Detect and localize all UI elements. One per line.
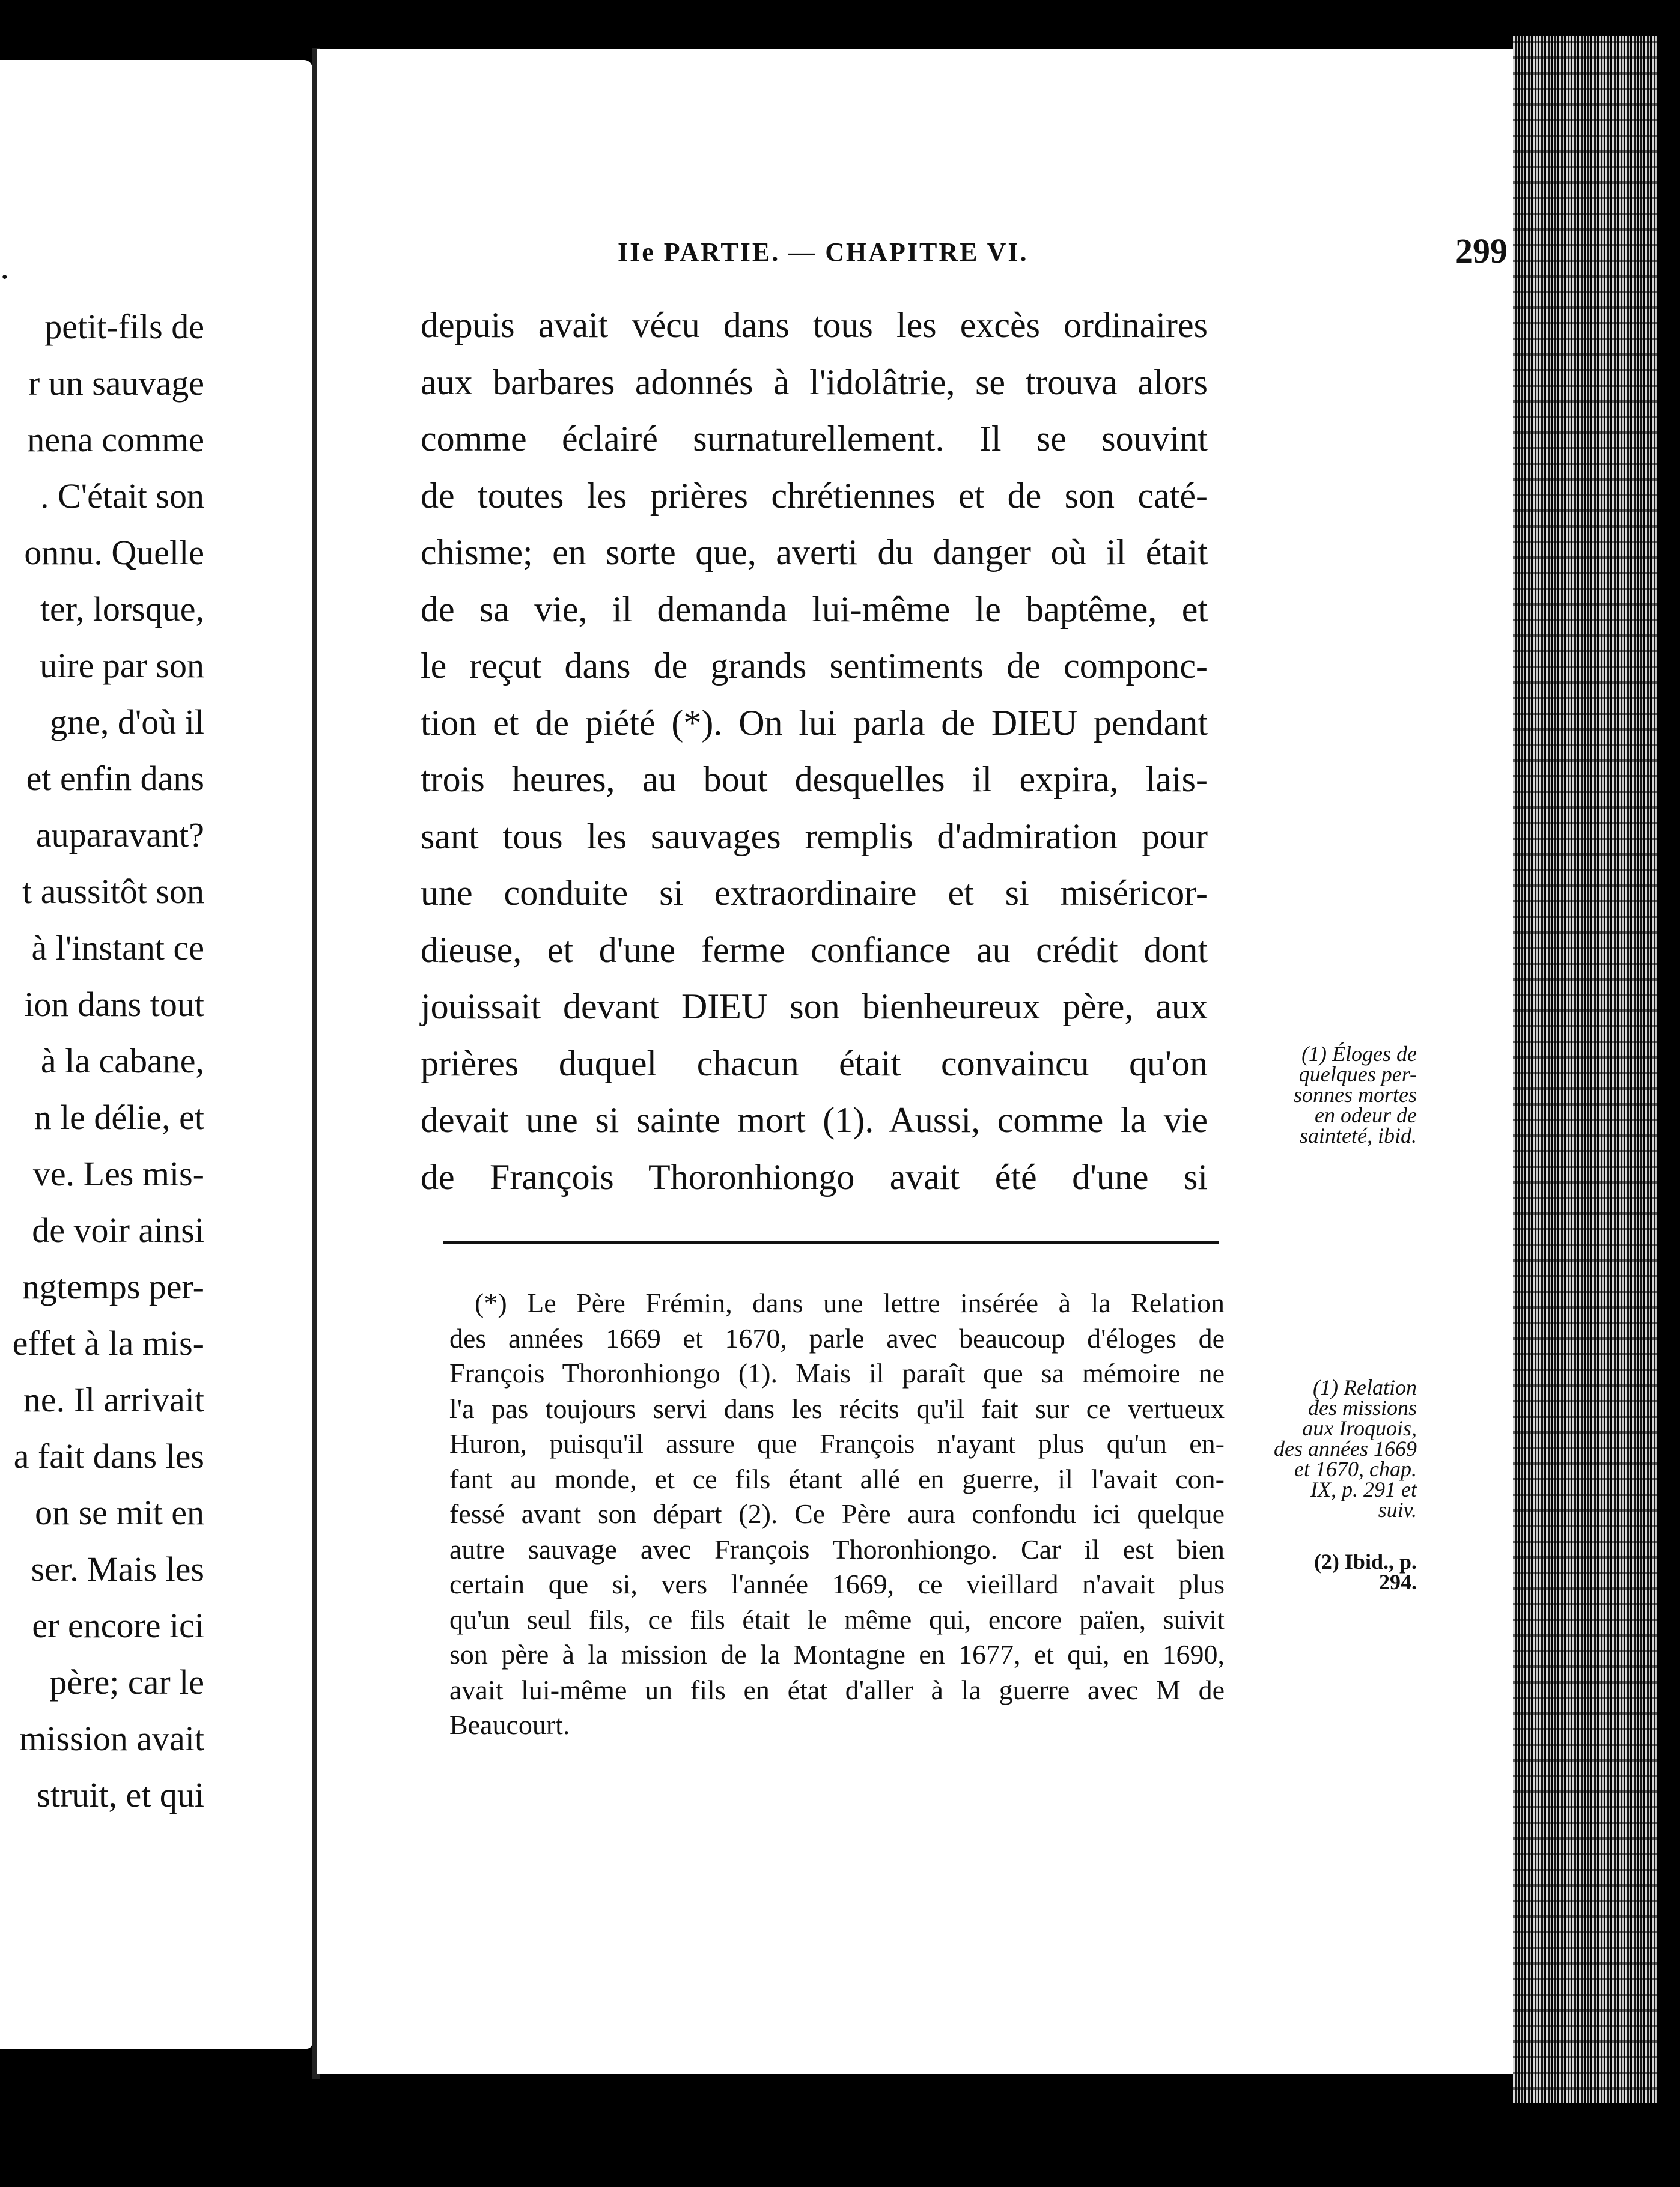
body-line: dieuse, et d'une ferme confiance au crédit dont — [421, 929, 1208, 970]
footnote-line: Beaucourt. — [449, 1709, 570, 1740]
margin-note-line: (1) Relation — [1313, 1375, 1417, 1399]
body-line: prières duquel chacun était convaincu qu'on — [421, 1043, 1208, 1083]
footnote-line: fant au monde, et ce fils étant allé en guerre, il l'avait con- — [449, 1463, 1225, 1494]
body-line: tion et de piété (*). On lui parla de DIEU pendant — [421, 702, 1208, 743]
chapter-heading: IIe PARTIE. — CHAPITRE VI. — [618, 237, 1029, 267]
left-page-line: à la cabane, — [40, 1041, 204, 1080]
right-page — [317, 49, 1513, 2074]
body-line: trois heures, au bout desquelles il expira, lais- — [421, 759, 1208, 799]
page-number: 299 — [1455, 231, 1508, 270]
footnote-line: des années 1669 et 1670, parle avec beaucoup d'éloges de — [449, 1322, 1225, 1354]
margin-note-line: (1) Éloges de — [1301, 1042, 1417, 1066]
left-page-line: on se mit en — [35, 1493, 204, 1532]
margin-note-line: 294. — [1379, 1570, 1417, 1594]
left-page-line: ve. Les mis- — [32, 1154, 204, 1193]
left-page-line: er encore ici — [32, 1606, 204, 1645]
left-page-line: et enfin dans — [26, 759, 204, 798]
left-page — [0, 60, 312, 2049]
margin-note-line: en odeur de — [1315, 1103, 1417, 1127]
body-line: aux barbares adonnés à l'idolâtrie, se trouva alors — [421, 362, 1208, 402]
left-page-line: t aussitôt son — [22, 872, 204, 911]
margin-note-line: suiv. — [1378, 1498, 1417, 1522]
footnote-line: autre sauvage avec François Thoronhiongo. Car il est bien — [449, 1533, 1225, 1565]
left-page-line: petit-fils de — [44, 307, 204, 346]
margin-note-line: sonnes mortes — [1294, 1083, 1417, 1107]
margin-note-relation — [1237, 1377, 1417, 1520]
footnote-line: fessé avant son départ (2). Ce Père aura confondu ici quelque — [449, 1498, 1225, 1529]
body-line: le reçut dans de grands sentiments de componc- — [421, 646, 1208, 686]
body-line: depuis avait vécu dans tous les excès ordinaires — [421, 305, 1208, 345]
left-page-line: . C'était son — [40, 476, 204, 516]
left-page-line: r un sauvage — [28, 363, 204, 403]
left-page-line: à l'instant ce — [31, 928, 204, 967]
margin-note-line: aux Iroquois, — [1302, 1416, 1417, 1440]
body-line: jouissait devant DIEU son bienheureux père, aux — [421, 987, 1208, 1026]
body-line: sant tous les sauvages remplis d'admiration pour — [421, 816, 1208, 856]
left-page-line: a fait dans les — [13, 1437, 204, 1476]
body-line: de toutes les prières chrétiennes et de son caté- — [421, 475, 1208, 516]
left-page-line: ter, lorsque, — [40, 589, 204, 628]
body-line: comme éclairé surnaturellement. Il se souvint — [421, 419, 1208, 458]
left-page-line: ion dans tout — [24, 985, 204, 1024]
left-page-line: gne, d'où il — [50, 702, 204, 741]
page-edges-shading — [1513, 36, 1657, 2103]
footnote-line: l'a pas toujours servi dans les récits qu'il fait sur ce vertueux — [449, 1393, 1225, 1424]
body-line: de sa vie, il demanda lui-même le baptême, et — [421, 589, 1208, 629]
margin-note-line: IX, p. 291 et — [1310, 1477, 1417, 1501]
margin-note-ibid — [1237, 1551, 1417, 1592]
margin-note-line: (2) Ibid., p. — [1313, 1550, 1417, 1574]
footnote-divider — [443, 1241, 1219, 1244]
margin-note-line: des missions — [1307, 1396, 1417, 1420]
margin-note-line: sainteté, ibid. — [1300, 1124, 1417, 1148]
body-line: devait une si sainte mort (1). Aussi, comme la vie — [421, 1100, 1208, 1140]
left-page-line: . — [0, 247, 9, 286]
left-page-line: ngtemps per- — [22, 1267, 204, 1306]
body-line: de François Thoronhiongo avait été d'une si — [421, 1157, 1208, 1197]
body-line: une conduite si extraordinaire et si miséricor- — [421, 873, 1208, 913]
footnote-line: (*) Le Père Frémin, dans une lettre insérée à la Relation — [475, 1288, 1225, 1318]
running-header — [618, 231, 1513, 285]
left-page-line: nena comme — [27, 420, 204, 459]
body-line: chisme; en sorte que, averti du danger où il était — [421, 532, 1208, 572]
left-page-line: onnu. Quelle — [24, 533, 204, 572]
left-page-line: uire par son — [40, 646, 204, 685]
margin-note-line: quelques per- — [1298, 1062, 1417, 1086]
left-page-line: effet à la mis- — [12, 1324, 204, 1363]
margin-note-line: et 1670, chap. — [1294, 1457, 1417, 1481]
left-page-line: ne. Il arrivait — [23, 1380, 204, 1419]
left-page-line: mission avait — [19, 1719, 204, 1758]
left-page-line: n le délie, et — [34, 1098, 204, 1137]
left-page-line: ser. Mais les — [31, 1550, 204, 1589]
footnote-line: qu'un seul fils, ce fils était le même qui, encore païen, suivit — [449, 1604, 1225, 1635]
left-page-line: auparavant? — [35, 815, 204, 854]
left-page-line: struit, et qui — [37, 1775, 204, 1814]
footnote-line: Huron, puisqu'il assure que François n'ayant plus qu'un en- — [449, 1428, 1225, 1459]
footnote-line: avait lui-même un fils en état d'aller à la guerre avec M de — [449, 1674, 1225, 1705]
left-page-line: père; car le — [49, 1662, 204, 1702]
margin-note-eloges — [1237, 1044, 1417, 1146]
margin-note-line: des années 1669 — [1274, 1437, 1417, 1461]
left-page-line: de voir ainsi — [32, 1211, 204, 1250]
footnote-line: François Thoronhiongo (1). Mais il paraît que sa mémoire ne — [449, 1358, 1225, 1389]
footnote-line: certain que si, vers l'année 1669, ce vieillard n'avait plus — [449, 1569, 1225, 1599]
footnote-line: son père à la mission de la Montagne en 1677, et qui, en 1690, — [449, 1639, 1225, 1670]
